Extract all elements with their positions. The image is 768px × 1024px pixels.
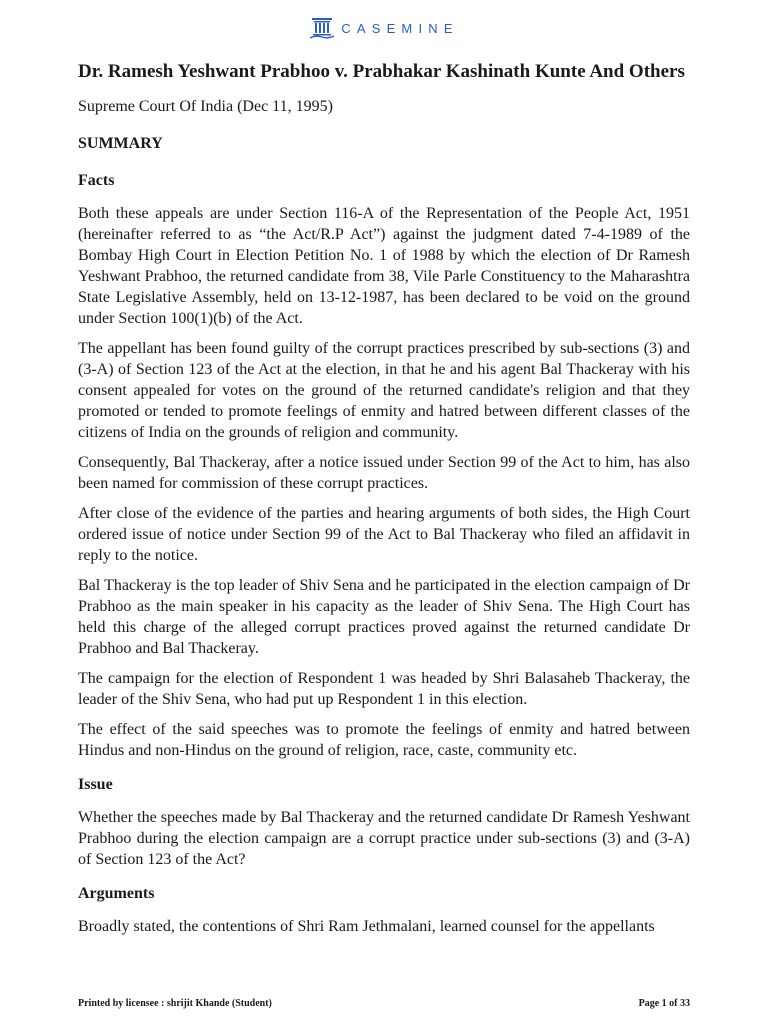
page-footer — [78, 998, 690, 1010]
licensee-info: Printed by licensee : shrijit Khande (Student) — [78, 998, 272, 1009]
issue-paragraph: Whether the speeches made by Bal Thackeray and the returned candidate Dr Ramesh Yeshwant Prabhoo during the election campaign are a corrupt practice under sub-sections (3) and (3-A) of Section 123 of the Act? — [78, 809, 690, 868]
pillars-logo-icon — [309, 16, 335, 40]
facts-paragraph: After close of the evidence of the parties and hearing arguments of both sides, the High Court ordered issue of notice under Section 99 of the Act to Bal Thackeray who filed an affidavit in reply to the notice. — [78, 505, 690, 564]
facts-heading: Facts — [78, 172, 115, 189]
page-number: Page 1 of 33 — [638, 998, 690, 1009]
case-title: Dr. Ramesh Yeshwant Prabhoo v. Prabhakar Kashinath Kunte And Others — [78, 61, 685, 82]
document-body — [78, 58, 690, 937]
arguments-paragraph: Broadly stated, the contentions of Shri Ram Jethmalani, learned counsel for the appellants — [78, 918, 655, 935]
facts-paragraph: The campaign for the election of Respondent 1 was headed by Shri Balasaheb Thackeray, the leader of the Shiv Sena, who had put up Respondent 1 in this election. — [78, 670, 690, 708]
facts-paragraph: Both these appeals are under Section 116-A of the Representation of the People Act, 1951 (hereinafter referred to as “the Act/R.P Act”) against the judgment dated 7-4-1989 of the Bombay High Court in Election Petition No. 1 of 1988 by which the election of Dr Ramesh Yeshwant Prabhoo, the returned candidate from 38, Vile Parle Constituency to the Maharashtra State Legislative Assembly, held on 13-12-1987, has been declared to be void on the ground under Section 100(1)(b) of the Act. — [78, 205, 690, 327]
facts-paragraph: Consequently, Bal Thackeray, after a notice issued under Section 99 of the Act to him, has also been named for commission of these corrupt practices. — [78, 454, 690, 492]
facts-paragraph: Bal Thackeray is the top leader of Shiv Sena and he participated in the election campaign of Dr Prabhoo as the main speaker in his capacity as the leader of Shiv Sena. The High Court has held this charge of the alleged corrupt practices proved against the returned candidate Dr Prabhoo and Bal Thackeray. — [78, 577, 690, 657]
issue-heading: Issue — [78, 776, 113, 793]
casemine-logo[interactable] — [0, 16, 768, 40]
brand-name: CASEMINE — [341, 20, 459, 36]
arguments-heading: Arguments — [78, 885, 155, 902]
facts-paragraph: The effect of the said speeches was to promote the feelings of enmity and hatred between Hindus and non-Hindus on the ground of religion, race, caste, community etc. — [78, 721, 690, 759]
court-and-date: Supreme Court Of India (Dec 11, 1995) — [78, 98, 333, 115]
facts-paragraph: The appellant has been found guilty of the corrupt practices prescribed by sub-sections (3) and (3-A) of Section 123 of the Act at the election, in that he and his agent Bal Thackeray with his consent appealed for votes on the ground of the returned candidate's religion and that they promoted or tended to promote feelings of enmity and hatred between different classes of the citizens of India on the grounds of religion and community. — [78, 340, 690, 441]
summary-heading: SUMMARY — [78, 135, 163, 152]
